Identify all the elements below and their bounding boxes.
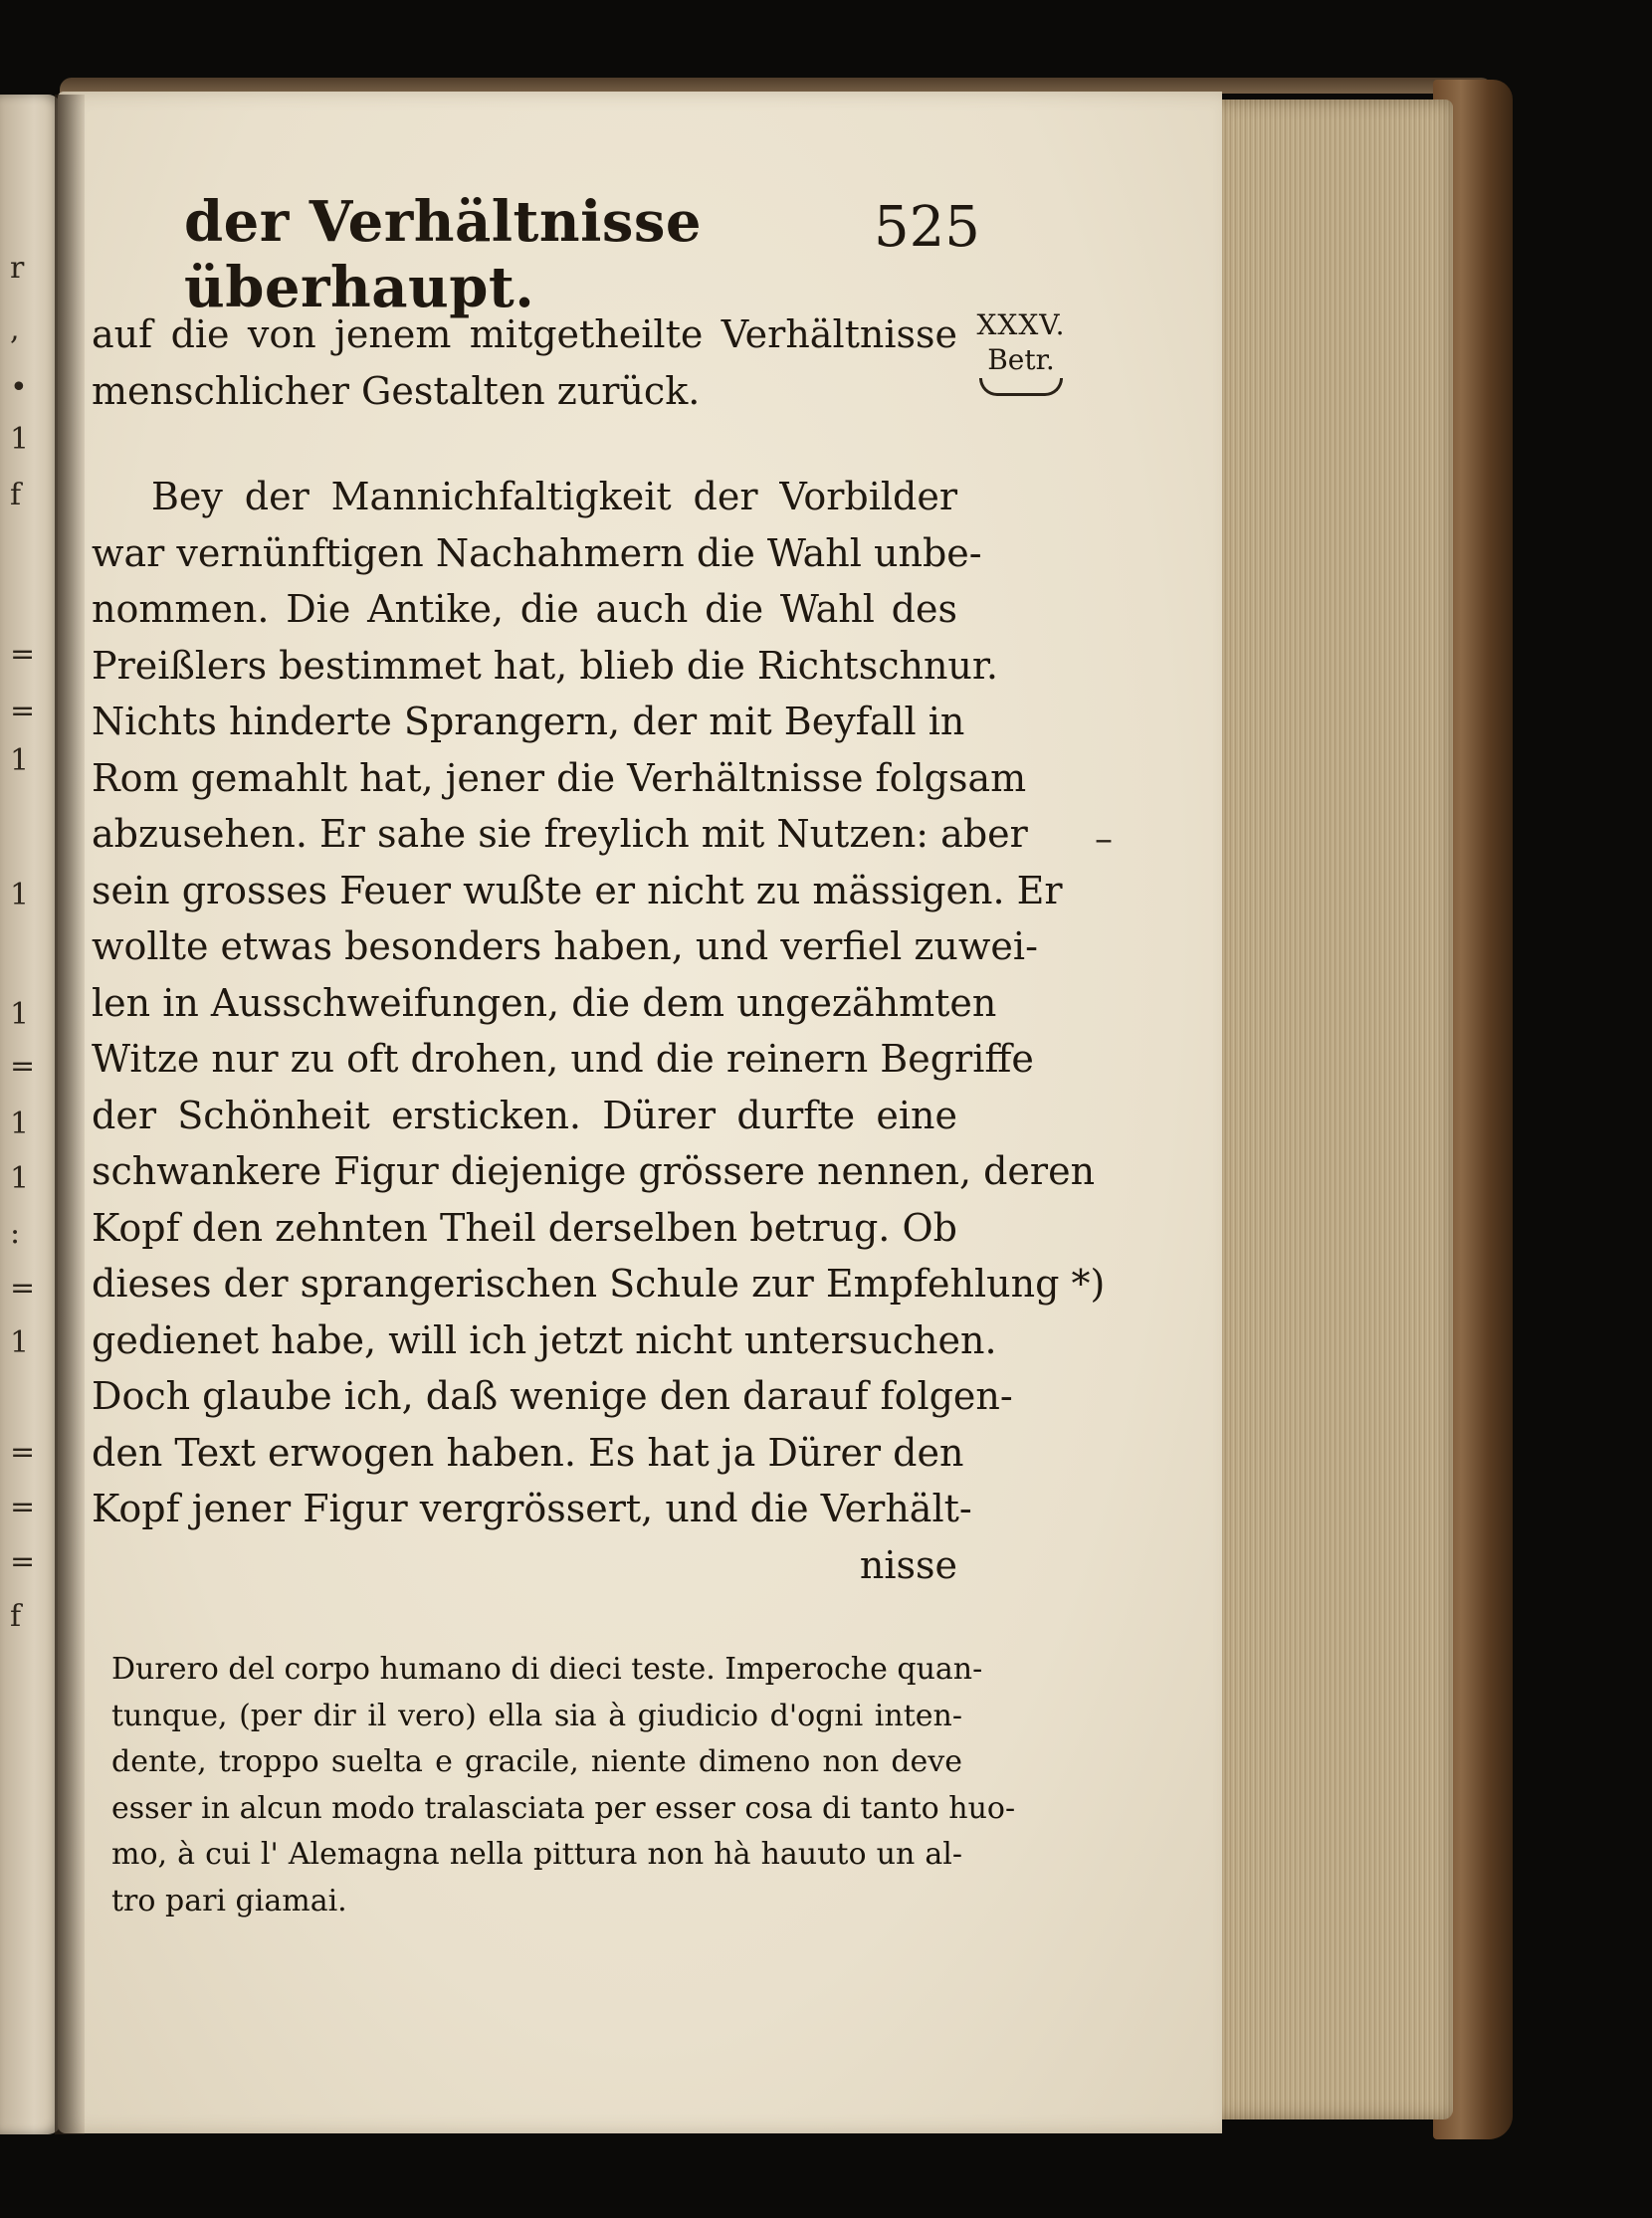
page-edges-block [1212,100,1453,2119]
text-line: schwankere Figur diejenige grössere nennen, deren [92,1149,1096,1193]
text-line: dieses der sprangerischen Schule zur Empfehlung *) [92,1262,1106,1306]
text-line: Bey der Mannichfaltigkeit der Vorbilder [151,475,957,518]
footnote-line: esser in alcun modo tralasciata per esser cosa di tanto huo- [111,1790,1016,1826]
page-number: 525 [874,195,980,260]
left-page-fragment: = [10,1435,36,1470]
left-page-fragment: r [10,251,25,286]
left-page-fragment: 1 [10,997,30,1032]
footnote-line: tro pari giamai. [111,1883,347,1918]
text-line: abzusehen. Er sahe sie freylich mit Nutzen: aber [92,812,1028,856]
left-page-fragment: f [10,478,22,512]
text-line: Preißlers bestimmet hat, blieb die Richtschnur. [92,643,998,688]
running-title: der Verhältnisse überhaupt. [184,189,703,320]
text-line: nommen. Die Antike, die auch die Wahl des [92,587,957,631]
left-page-fragment: = [10,1544,36,1579]
text-line: den Text erwogen haben. Es hat ja Dürer den [92,1430,964,1475]
book-gutter-shadow [55,95,85,2134]
left-page-fragment: = [10,1271,36,1306]
text-line: gedienet habe, will ich jetzt nicht untersuchen. [92,1317,997,1362]
text-line: Rom gemahlt hat, jener die Verhältnisse folgsam [92,755,1027,800]
left-page-fragment: 1 [10,1161,30,1196]
left-page-fragment: 1 [10,878,30,912]
footnote-line: Durero del corpo humano di dieci teste. Imperoche quan- [111,1652,983,1687]
left-page-fragment: • [10,370,28,405]
paragraph-gap [92,419,957,469]
text-line: der Schönheit ersticken. Dürer durfte eine [92,1093,957,1137]
catchword: nisse [859,1542,957,1587]
text-line: Witze nur zu oft drohen, und die reinern Begriffe [92,1037,1034,1081]
left-page-fragment: : [10,1216,21,1251]
left-page-fragment: 1 [10,422,30,457]
marginal-note-number: XXXV. [976,308,1066,341]
text-line: Doch glaube ich, daß wenige den darauf folgen- [92,1374,1013,1418]
footnote [111,1647,1016,1924]
left-page-fragment: 1 [10,743,30,778]
left-page-fragment: = [10,1049,36,1084]
marginal-note [965,308,1077,396]
text-line: Nichts hinderte Sprangern, der mit Beyfall in [92,700,965,743]
left-page-fragment: = [10,694,36,728]
footnote-line: dente, troppo suelta e gracile, niente dimeno non deve [111,1744,962,1779]
text-line: len in Ausschweifungen, die dem ungezähmten [92,980,997,1025]
text-line: sein grosses Feuer wußte er nicht zu mässigen. Er [92,868,1063,912]
marginal-brace [979,378,1063,396]
text-line: wollte etwas besonders haben, und verfiel zuwei- [92,924,1038,968]
footnote-line: mo, à cui l' Alemagna nella pittura non hà hauuto un al- [111,1837,962,1872]
marginal-note-label: Betr. [987,343,1055,376]
left-page-fragment: 1 [10,1107,30,1141]
footnote-line: tunque, (per dir il vero) ella sia à giudicio d'ogni inten- [111,1698,962,1733]
text-line: Kopf den zehnten Theil derselben betrug. Ob [92,1205,957,1250]
left-page-fragment: , [10,312,20,347]
left-page-fragment: = [10,1490,36,1524]
margin-mark: – [1095,819,1113,860]
left-page-fragment: = [10,637,36,672]
text-line: war vernünftigen Nachahmern die Wahl unbe- [92,530,982,575]
previous-page-sliver [0,95,62,2134]
text-line: auf die von jenem mitgetheilte Verhältnisse [92,312,957,356]
left-page-fragment: 1 [10,1325,30,1360]
left-page-fragment: f [10,1599,22,1634]
text-line: menschlicher Gestalten zurück. [92,368,701,413]
text-line: Kopf jener Figur vergrössert, und die Verhält- [92,1487,972,1530]
